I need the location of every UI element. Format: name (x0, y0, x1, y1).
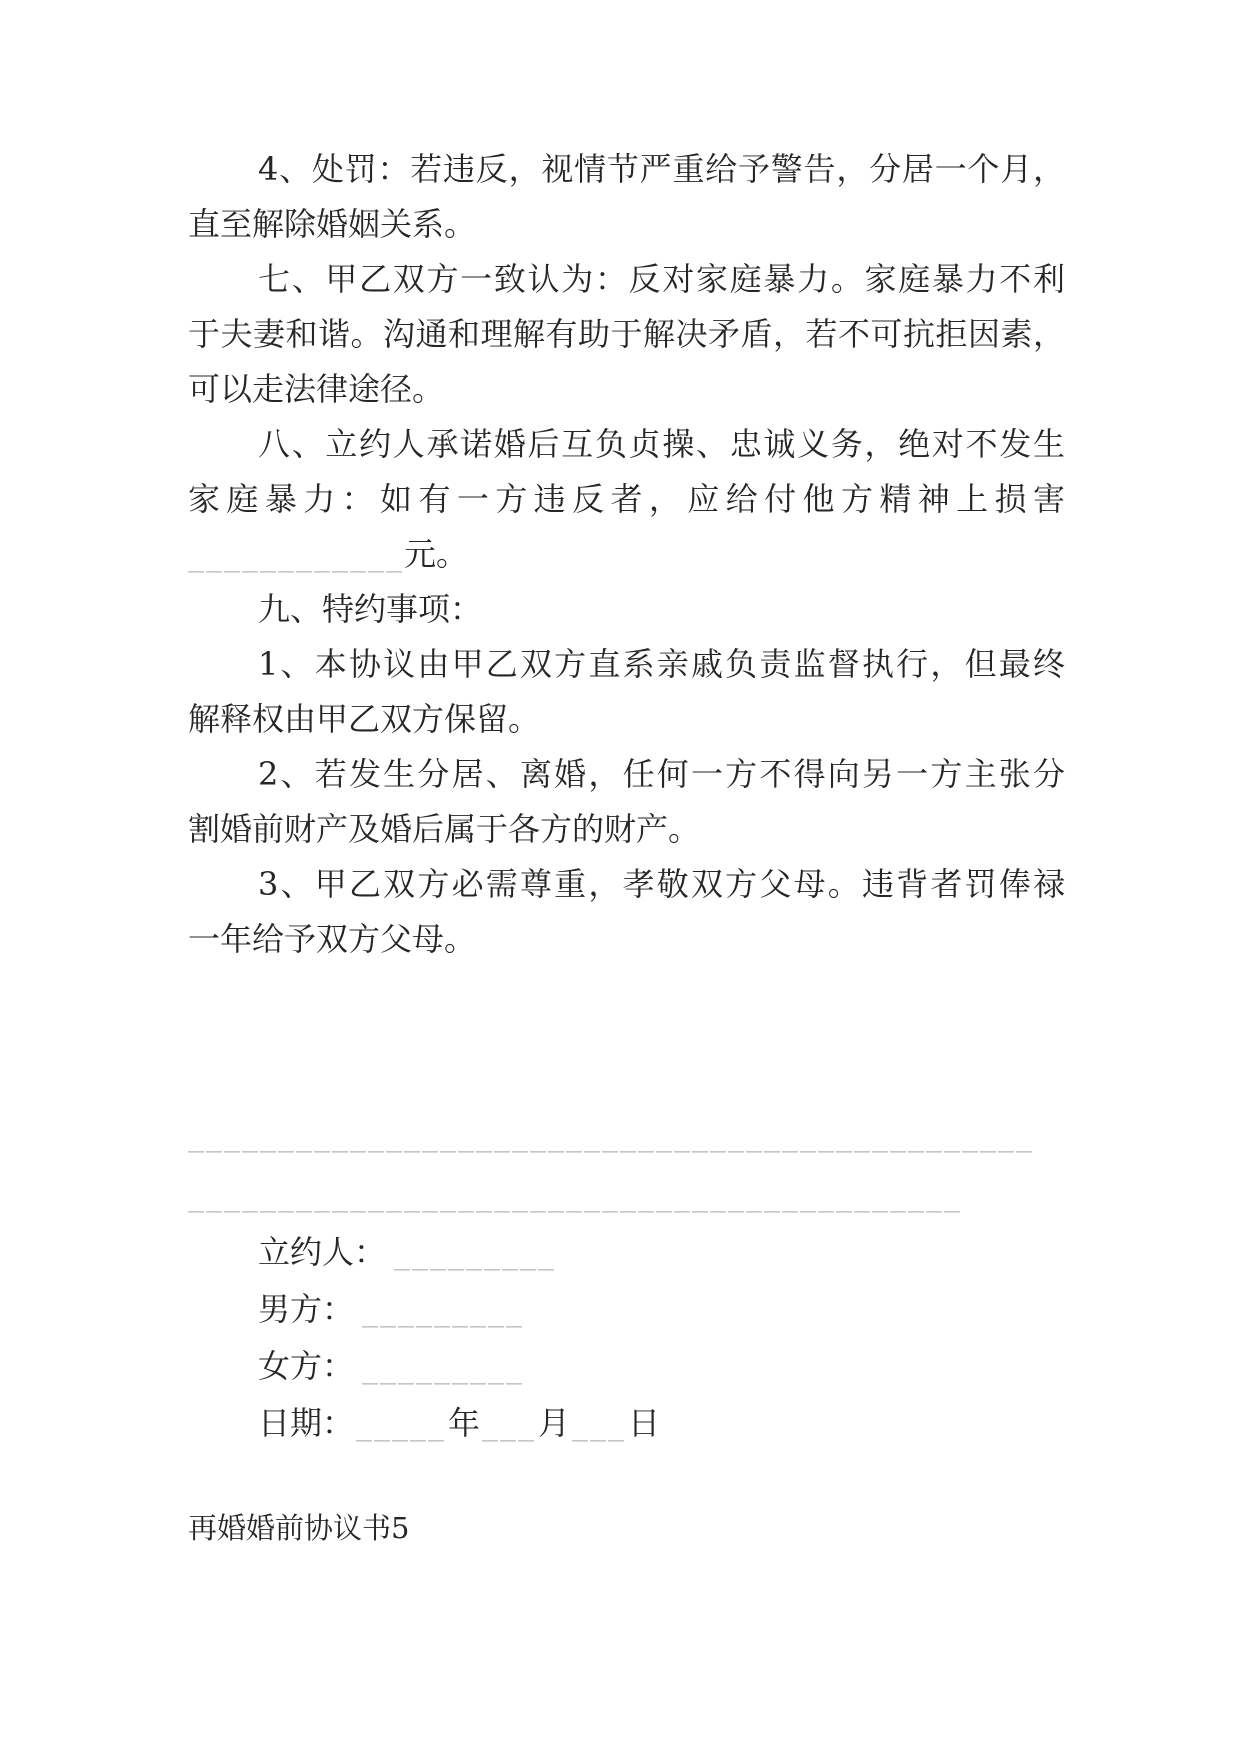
blank-rule-line: _______________________________________________ (188, 1115, 1034, 1153)
month-character: 月 (538, 1404, 571, 1442)
text-line: 1、本协议由甲乙双方直系亲戚负责监督执行，但最终 (258, 645, 1065, 683)
groom-signature-line (188, 1281, 1065, 1338)
year-fill-in-blank: _____ (356, 1404, 447, 1442)
day-character: 日 (628, 1404, 661, 1442)
text-line: 家庭暴力：如有一方违反者，应给付他方精神上损害 (188, 480, 1065, 518)
text-line: 4、处罚：若违反，视情节严重给予警告，分居一个月， (258, 150, 1065, 188)
clause-9-item-3 (188, 857, 1065, 967)
text-line: 解释权由甲乙双方保留。 (188, 700, 541, 738)
clause-9-item-1 (188, 637, 1065, 747)
date-label: 日期： (258, 1404, 355, 1442)
day-fill-in-blank: ___ (572, 1404, 627, 1442)
clause-8 (188, 417, 1065, 582)
text-line: 于夫妻和谐。沟通和理解有助于解决矛盾，若不可抗拒因素， (188, 315, 1065, 353)
groom-fill-in-blank: _________ (362, 1290, 525, 1328)
party-signature-line (188, 1224, 1065, 1281)
signature-block (188, 1224, 1065, 1452)
text-line: 直至解除婚姻关系。 (188, 205, 477, 243)
text-line: 可以走法律途径。 (188, 370, 445, 408)
amount-unit-text: 元。 (404, 535, 469, 573)
clause-7 (188, 252, 1065, 417)
groom-label: 男方： (258, 1290, 355, 1328)
fill-in-blank: ____________ (188, 535, 404, 573)
amount-blank-line (188, 527, 1065, 582)
text-line: 3、甲乙双方必需尊重，孝敬双方父母。违背者罚俸禄 (258, 865, 1065, 903)
bride-label: 女方： (258, 1347, 355, 1385)
text-line: 割婚前财产及婚后属于各方的财产。 (188, 810, 701, 848)
blank-rule-line: ___________________________________________ (188, 1175, 962, 1213)
month-fill-in-blank: ___ (482, 1404, 537, 1442)
bride-signature-line (188, 1338, 1065, 1395)
section-title: 再婚婚前协议书5 (188, 1511, 410, 1545)
year-character: 年 (448, 1404, 481, 1442)
clause-9-item-2 (188, 747, 1065, 857)
text-line: 八、立约人承诺婚后互负贞操、忠诚义务，绝对不发生 (258, 425, 1065, 463)
text-line: 七、甲乙双方一致认为：反对家庭暴力。家庭暴力不利 (258, 260, 1065, 298)
text-line: 一年给予双方父母。 (188, 920, 477, 958)
clause-9-heading: 九、特约事项： (258, 590, 483, 628)
bride-fill-in-blank: _________ (362, 1347, 525, 1385)
clause-4 (188, 142, 1065, 252)
text-line: 2、若发生分居、离婚，任何一方不得向另一方主张分 (258, 755, 1065, 793)
party-fill-in-blank: _________ (394, 1233, 557, 1271)
date-line (188, 1395, 1065, 1452)
party-label: 立约人： (258, 1233, 387, 1271)
clause-9 (188, 582, 1065, 967)
